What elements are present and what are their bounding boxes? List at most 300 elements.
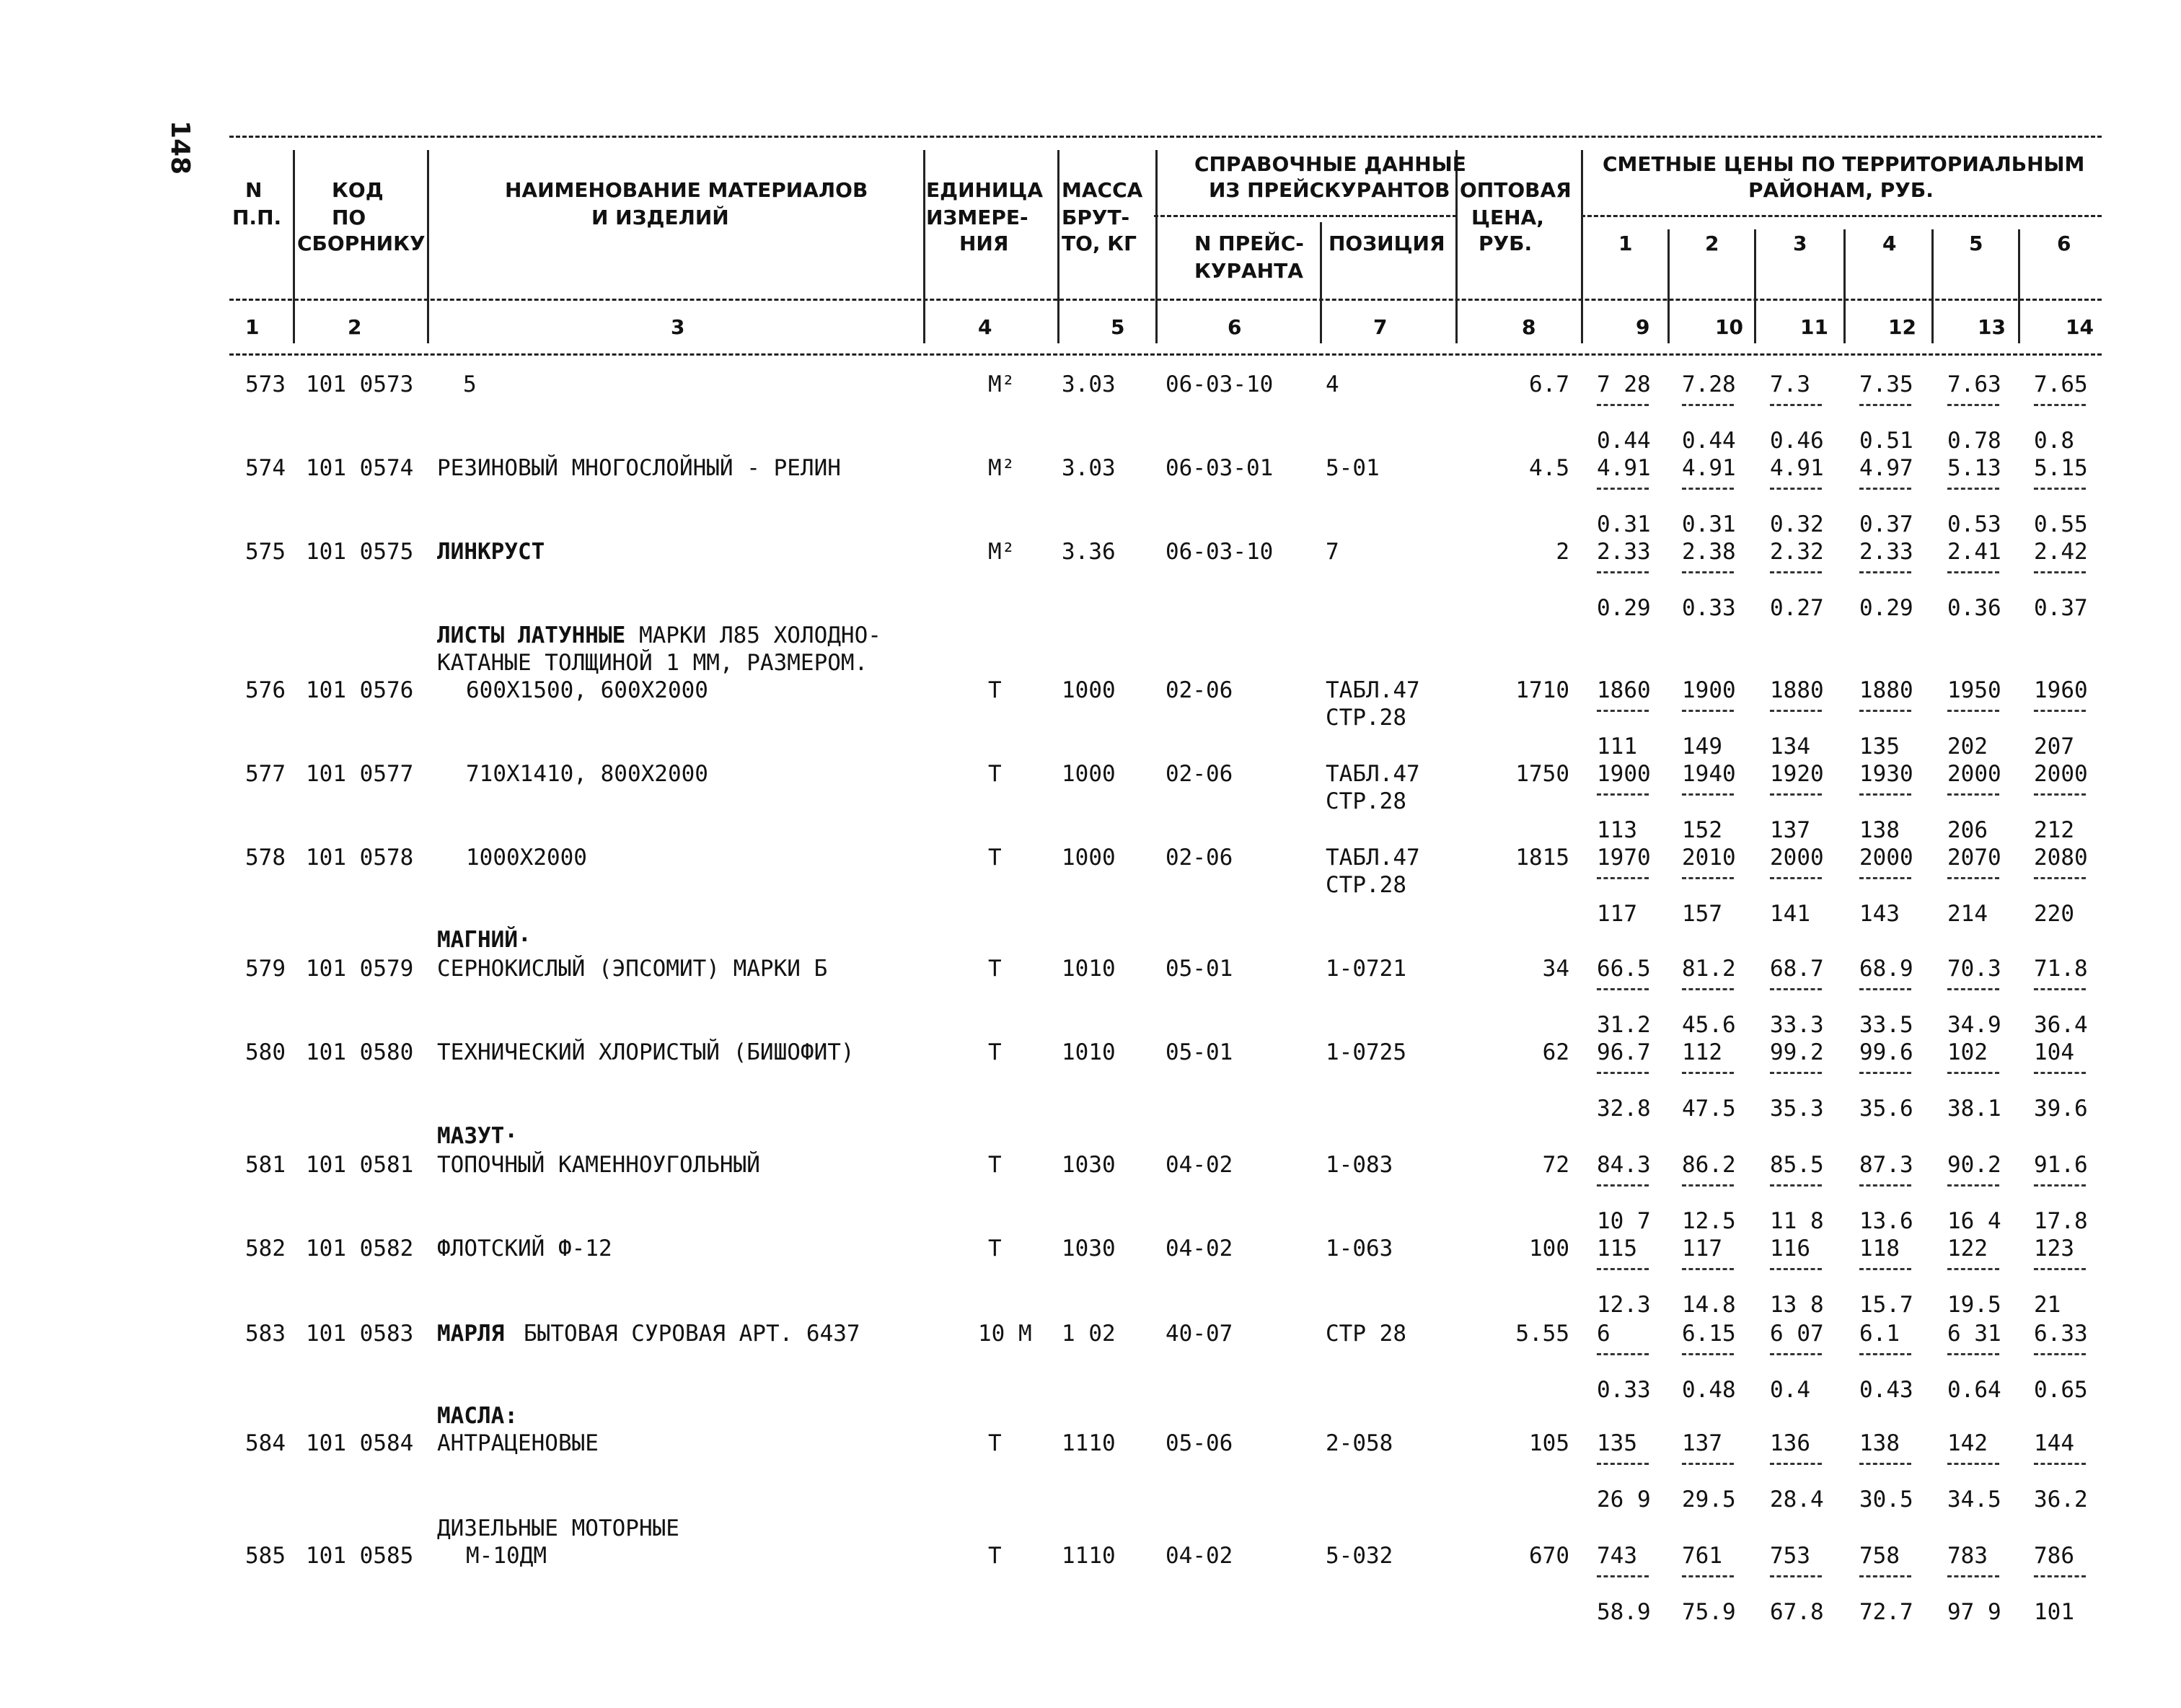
header-code-1: КОД	[332, 178, 384, 202]
estimate-current-region-3: 2000	[1770, 845, 1824, 871]
estimate-divider	[1859, 1463, 1911, 1465]
row-unit: Т	[988, 677, 1002, 703]
row-mass: 1030	[1062, 1152, 1116, 1178]
header-mid-rule-right	[1581, 215, 2102, 217]
estimate-current-region-3: 1920	[1770, 761, 1824, 787]
row-name: ТОПОЧНЫЙ КАМЕННОУГОЛЬНЫЙ	[437, 1152, 760, 1178]
row-wholesale-price: 1710	[1515, 677, 1569, 703]
estimate-base-region-4: 135	[1859, 734, 1900, 760]
row-mass: 1010	[1062, 1039, 1116, 1065]
estimate-current-region-6: 2080	[2034, 845, 2088, 871]
row-code: 101 0575	[306, 539, 414, 565]
estimate-current-region-2: 81.2	[1682, 956, 1736, 982]
estimate-base-region-5: 97 9	[1947, 1599, 2001, 1625]
estimate-divider	[2034, 877, 2086, 879]
estimate-base-region-2: 29.5	[1682, 1487, 1736, 1513]
row-number: 578	[245, 845, 286, 871]
page-number: 148	[165, 120, 195, 175]
estimate-divider	[2034, 1268, 2086, 1270]
col-sep	[1320, 222, 1322, 343]
estimate-divider	[1770, 488, 1822, 490]
estimate-divider	[2034, 488, 2086, 490]
estimate-base-region-1: 0.44	[1597, 428, 1651, 454]
estimate-current-region-3: 99.2	[1770, 1039, 1824, 1065]
estimate-current-region-2: 2010	[1682, 845, 1736, 871]
estimate-current-region-2: 7.28	[1682, 371, 1736, 397]
estimate-base-region-5: 19.5	[1947, 1292, 2001, 1318]
row-unit: Т	[988, 1430, 1002, 1456]
row-wholesale-price: 105	[1529, 1430, 1569, 1456]
estimate-divider	[1859, 793, 1911, 796]
estimate-current-region-3: 68.7	[1770, 956, 1824, 982]
header-region-2: 2	[1705, 232, 1719, 255]
colnum-3: 3	[671, 315, 685, 339]
estimate-divider	[2034, 404, 2086, 406]
row-name: 600Х1500, 600Х2000	[466, 677, 708, 703]
estimate-base-region-4: 0.51	[1859, 428, 1913, 454]
estimate-base-region-1: 32.8	[1597, 1096, 1651, 1122]
colnum-8: 8	[1522, 315, 1536, 339]
row-pricelist: 40-07	[1166, 1321, 1233, 1347]
estimate-divider	[1947, 488, 1999, 490]
row-number: 577	[245, 761, 286, 787]
row-position: 1-0725	[1326, 1039, 1406, 1065]
row-name: РЕЗИНОВЫЙ МНОГОСЛОЙНЫЙ - РЕЛИН	[437, 455, 841, 481]
estimate-base-region-3: 141	[1770, 901, 1810, 927]
colnum-13: 13	[1978, 315, 2006, 339]
estimate-current-region-3: 7.3	[1770, 371, 1810, 397]
estimate-divider	[1682, 1268, 1734, 1270]
estimate-current-region-5: 1950	[1947, 677, 2001, 703]
row-name: БЫТОВАЯ СУРОВАЯ АРТ. 6437	[524, 1321, 860, 1347]
numbers-bottom-rule	[229, 353, 2102, 356]
estimate-base-region-6: 207	[2034, 734, 2074, 760]
estimate-divider	[1947, 1463, 1999, 1465]
row-code: 101 0576	[306, 677, 414, 703]
row-number: 580	[245, 1039, 286, 1065]
group-mazut: МАЗУТ·	[437, 1123, 518, 1149]
row-position-2: СТР.28	[1326, 788, 1406, 814]
estimate-base-region-6: 36.2	[2034, 1487, 2088, 1513]
estimate-divider	[1682, 1184, 1734, 1187]
estimate-current-region-4: 758	[1859, 1543, 1900, 1569]
estimate-base-region-3: 33.3	[1770, 1012, 1824, 1038]
estimate-divider	[1597, 1575, 1649, 1577]
col-sep	[1057, 150, 1059, 343]
estimate-base-region-1: 117	[1597, 901, 1637, 927]
estimate-divider	[1682, 1575, 1734, 1577]
estimate-divider	[1947, 1184, 1999, 1187]
row-unit: Т	[988, 1543, 1002, 1569]
estimate-base-region-2: 0.33	[1682, 595, 1736, 621]
estimate-current-region-6: 1960	[2034, 677, 2088, 703]
row-code: 101 0583	[306, 1321, 414, 1347]
estimate-current-region-1: 84.3	[1597, 1152, 1651, 1178]
col-sep	[923, 150, 925, 343]
header-unit-3: НИЯ	[959, 232, 1009, 255]
row-name: ЛИНКРУСТ	[437, 539, 545, 565]
estimate-current-region-5: 102	[1947, 1039, 1988, 1065]
estimate-base-region-1: 12.3	[1597, 1292, 1651, 1318]
header-ref-1: СПРАВОЧНЫЕ ДАННЫЕ	[1194, 152, 1466, 176]
header-top-rule	[229, 136, 2102, 138]
estimate-base-region-6: 17.8	[2034, 1208, 2088, 1234]
estimate-current-region-1: 66.5	[1597, 956, 1651, 982]
group-oils: МАСЛА:	[437, 1403, 518, 1429]
estimate-base-region-4: 33.5	[1859, 1012, 1913, 1038]
col-sep	[1843, 229, 1846, 343]
estimate-current-region-5: 70.3	[1947, 956, 2001, 982]
estimate-divider	[1947, 1268, 1999, 1270]
header-region-1: 1	[1618, 232, 1633, 255]
estimate-current-region-4: 1930	[1859, 761, 1913, 787]
header-region-5: 5	[1969, 232, 1983, 255]
col-sep	[427, 150, 429, 343]
estimate-base-region-5: 0.53	[1947, 511, 2001, 537]
row-pricelist: 04-02	[1166, 1152, 1233, 1178]
estimate-divider	[1597, 488, 1649, 490]
estimate-divider	[1770, 1184, 1822, 1187]
col-sep	[1931, 229, 1934, 343]
row-pricelist: 06-03-10	[1166, 371, 1274, 397]
estimate-current-region-1: 115	[1597, 1236, 1637, 1262]
row-mass: 1110	[1062, 1430, 1116, 1456]
estimate-base-region-2: 157	[1682, 901, 1722, 927]
estimate-base-region-3: 11 8	[1770, 1208, 1824, 1234]
estimate-current-region-6: 786	[2034, 1543, 2074, 1569]
estimate-base-region-2: 14.8	[1682, 1292, 1736, 1318]
estimate-current-region-5: 783	[1947, 1543, 1988, 1569]
estimate-divider	[1770, 1463, 1822, 1465]
estimate-base-region-4: 35.6	[1859, 1096, 1913, 1122]
header-mass-3: ТО, КГ	[1062, 232, 1137, 255]
header-region-4: 4	[1882, 232, 1897, 255]
row-position: 5-01	[1326, 455, 1380, 481]
row-pricelist: 02-06	[1166, 761, 1233, 787]
estimate-current-region-2: 86.2	[1682, 1152, 1736, 1178]
row-mass: 3.03	[1062, 371, 1116, 397]
estimate-current-region-4: 1880	[1859, 677, 1913, 703]
estimate-current-region-1: 1970	[1597, 845, 1651, 871]
row-unit: М²	[988, 455, 1015, 481]
row-unit: М²	[988, 371, 1015, 397]
estimate-divider	[2034, 1184, 2086, 1187]
estimate-divider	[1859, 1268, 1911, 1270]
estimate-divider	[1947, 571, 1999, 573]
estimate-current-region-1: 1900	[1597, 761, 1651, 787]
group-magnesium: МАГНИЙ·	[437, 927, 532, 953]
estimate-divider	[1770, 1353, 1822, 1355]
estimate-current-region-2: 117	[1682, 1236, 1722, 1262]
estimate-base-region-3: 0.32	[1770, 511, 1824, 537]
header-name-1: НАИМЕНОВАНИЕ МАТЕРИАЛОВ	[505, 178, 868, 202]
estimate-divider	[1597, 1463, 1649, 1465]
col-sep	[1667, 229, 1670, 343]
estimate-divider	[1770, 571, 1822, 573]
estimate-base-region-2: 0.48	[1682, 1377, 1736, 1403]
estimate-base-region-1: 58.9	[1597, 1599, 1651, 1625]
estimate-divider	[1859, 404, 1911, 406]
estimate-current-region-2: 4.91	[1682, 455, 1736, 481]
estimate-divider	[1682, 988, 1734, 990]
estimate-base-region-4: 138	[1859, 817, 1900, 843]
estimate-divider	[2034, 793, 2086, 796]
estimate-current-region-6: 91.6	[2034, 1152, 2088, 1178]
estimate-current-region-6: 104	[2034, 1039, 2074, 1065]
estimate-current-region-4: 2.33	[1859, 539, 1913, 565]
row-wholesale-price: 1750	[1515, 761, 1569, 787]
colnum-11: 11	[1800, 315, 1828, 339]
estimate-current-region-3: 1880	[1770, 677, 1824, 703]
group-sheets-bold: ЛИСТЫ ЛАТУННЫЕ	[437, 622, 626, 648]
estimate-base-region-6: 0.37	[2034, 595, 2088, 621]
row-wholesale-price: 72	[1542, 1152, 1569, 1178]
colnum-2: 2	[348, 315, 362, 339]
estimate-base-region-5: 206	[1947, 817, 1988, 843]
row-wholesale-price: 62	[1542, 1039, 1569, 1065]
estimate-current-region-1: 4.91	[1597, 455, 1651, 481]
header-name-2: И ИЗДЕЛИЙ	[591, 206, 729, 229]
estimate-base-region-5: 202	[1947, 734, 1988, 760]
row-mass: 1 02	[1062, 1321, 1116, 1347]
header-code-3: СБОРНИКУ	[297, 232, 426, 255]
row-code: 101 0582	[306, 1236, 414, 1262]
estimate-current-region-5: 5.13	[1947, 455, 2001, 481]
row-unit: М²	[988, 539, 1015, 565]
estimate-base-region-3: 28.4	[1770, 1487, 1824, 1513]
row-unit: Т	[988, 761, 1002, 787]
estimate-current-region-5: 90.2	[1947, 1152, 2001, 1178]
row-name: 710Х1410, 800Х2000	[466, 761, 708, 787]
row-unit: Т	[988, 845, 1002, 871]
row-name: СЕРНОКИСЛЫЙ (ЭПСОМИТ) МАРКИ Б	[437, 956, 828, 982]
header-wholesale-3: РУБ.	[1479, 232, 1533, 255]
estimate-current-region-5: 2070	[1947, 845, 2001, 871]
header-code-2: ПО	[332, 206, 366, 229]
estimate-current-region-1: 6	[1597, 1321, 1611, 1347]
estimate-base-region-2: 47.5	[1682, 1096, 1736, 1122]
estimate-base-region-2: 0.31	[1682, 511, 1736, 537]
colnum-7: 7	[1373, 315, 1388, 339]
row-position-2: СТР.28	[1326, 872, 1406, 898]
row-mass: 1000	[1062, 677, 1116, 703]
colnum-12: 12	[1888, 315, 1916, 339]
estimate-current-region-2: 2.38	[1682, 539, 1736, 565]
row-number: 585	[245, 1543, 286, 1569]
estimate-divider	[1682, 1463, 1734, 1465]
estimate-base-region-6: 0.55	[2034, 511, 2088, 537]
estimate-base-region-5: 38.1	[1947, 1096, 2001, 1122]
estimate-divider	[2034, 1463, 2086, 1465]
colnum-4: 4	[978, 315, 992, 339]
estimate-current-region-6: 5.15	[2034, 455, 2088, 481]
estimate-current-region-1: 7 28	[1597, 371, 1651, 397]
row-name: М-10ДМ	[466, 1543, 547, 1569]
row-mass: 1000	[1062, 761, 1116, 787]
estimate-base-region-3: 137	[1770, 817, 1810, 843]
header-pricelist-1: N ПРЕЙС-	[1194, 232, 1304, 255]
estimate-divider	[1947, 1575, 1999, 1577]
estimate-current-region-5: 122	[1947, 1236, 1988, 1262]
estimate-current-region-4: 6.1	[1859, 1321, 1900, 1347]
estimate-divider	[1682, 877, 1734, 879]
estimate-divider	[1947, 1072, 1999, 1074]
header-ref-2: ИЗ ПРЕЙСКУРАНТОВ	[1209, 178, 1450, 202]
row-position: ТАБЛ.47	[1326, 845, 1420, 871]
estimate-divider	[1947, 710, 1999, 712]
colnum-9: 9	[1636, 315, 1650, 339]
estimate-divider	[1682, 710, 1734, 712]
estimate-current-region-6: 71.8	[2034, 956, 2088, 982]
colnum-1: 1	[245, 315, 260, 339]
row-number: 576	[245, 677, 286, 703]
estimate-current-region-3: 2.32	[1770, 539, 1824, 565]
estimate-divider	[1770, 1268, 1822, 1270]
estimate-base-region-3: 35.3	[1770, 1096, 1824, 1122]
estimate-base-region-6: 101	[2034, 1599, 2074, 1625]
estimate-base-region-6: 0.65	[2034, 1377, 2088, 1403]
row-unit: Т	[988, 1152, 1002, 1178]
estimate-base-region-5: 214	[1947, 901, 1988, 927]
row-code: 101 0584	[306, 1430, 414, 1456]
col-sep	[1155, 150, 1158, 343]
row-position: 5-032	[1326, 1543, 1393, 1569]
estimate-divider	[1682, 1353, 1734, 1355]
row-position: 2-058	[1326, 1430, 1393, 1456]
estimate-divider	[1770, 877, 1822, 879]
row-position-2: СТР.28	[1326, 705, 1406, 731]
row-name: ФЛОТСКИЙ Ф-12	[437, 1236, 612, 1262]
row-wholesale-price: 2	[1556, 539, 1569, 565]
estimate-current-region-4: 118	[1859, 1236, 1900, 1262]
estimate-base-region-4: 72.7	[1859, 1599, 1913, 1625]
estimate-base-region-1: 111	[1597, 734, 1637, 760]
estimate-base-region-5: 0.36	[1947, 595, 2001, 621]
row-pricelist: 05-01	[1166, 956, 1233, 982]
estimate-divider	[1947, 404, 1999, 406]
estimate-current-region-6: 6.33	[2034, 1321, 2088, 1347]
row-pricelist: 06-03-10	[1166, 539, 1274, 565]
estimate-divider	[1597, 571, 1649, 573]
estimate-divider	[1859, 710, 1911, 712]
row-name: 1000Х2000	[466, 845, 587, 871]
col-sep	[2018, 229, 2020, 343]
row-code: 101 0577	[306, 761, 414, 787]
estimate-base-region-4: 13.6	[1859, 1208, 1913, 1234]
estimate-base-region-1: 0.29	[1597, 595, 1651, 621]
estimate-current-region-2: 112	[1682, 1039, 1722, 1065]
row-wholesale-price: 6.7	[1529, 371, 1569, 397]
row-pricelist: 05-01	[1166, 1039, 1233, 1065]
estimate-current-region-6: 123	[2034, 1236, 2074, 1262]
estimate-base-region-5: 34.5	[1947, 1487, 2001, 1513]
row-code: 101 0580	[306, 1039, 414, 1065]
header-bottom-rule	[229, 299, 2102, 301]
row-mass: 1010	[1062, 956, 1116, 982]
header-wholesale-2: ЦЕНА,	[1471, 206, 1544, 229]
estimate-current-region-6: 7.65	[2034, 371, 2088, 397]
estimate-divider	[1770, 988, 1822, 990]
estimate-base-region-4: 15.7	[1859, 1292, 1913, 1318]
row-code: 101 0573	[306, 371, 414, 397]
row-name: АНТРАЦЕНОВЫЕ	[437, 1430, 599, 1456]
row-code: 101 0574	[306, 455, 414, 481]
header-position: ПОЗИЦИЯ	[1329, 232, 1445, 255]
estimate-base-region-6: 36.4	[2034, 1012, 2088, 1038]
header-wholesale-1: ОПТОВАЯ	[1460, 178, 1572, 202]
estimate-current-region-4: 4.97	[1859, 455, 1913, 481]
estimate-divider	[1682, 793, 1734, 796]
estimate-base-region-6: 21	[2034, 1292, 2061, 1318]
row-position: ТАБЛ.47	[1326, 677, 1420, 703]
header-region-6: 6	[2057, 232, 2071, 255]
estimate-divider	[2034, 1353, 2086, 1355]
group-sheets-line1	[437, 622, 881, 649]
estimate-base-region-2: 75.9	[1682, 1599, 1736, 1625]
estimate-current-region-6: 144	[2034, 1430, 2074, 1456]
estimate-divider	[1770, 404, 1822, 406]
estimate-base-region-6: 220	[2034, 901, 2074, 927]
estimate-base-region-1: 0.31	[1597, 511, 1651, 537]
header-np-2: П.П.	[232, 206, 282, 229]
estimate-base-region-6: 0.8	[2034, 428, 2074, 454]
row-name: ТЕХНИЧЕСКИЙ ХЛОРИСТЫЙ (БИШОФИТ)	[437, 1039, 855, 1065]
estimate-base-region-5: 34.9	[1947, 1012, 2001, 1038]
row-number: 573	[245, 371, 286, 397]
row-wholesale-price: 1815	[1515, 845, 1569, 871]
row-code: 101 0579	[306, 956, 414, 982]
estimate-current-region-1: 96.7	[1597, 1039, 1651, 1065]
estimate-current-region-1: 1860	[1597, 677, 1651, 703]
colnum-5: 5	[1111, 315, 1125, 339]
estimate-divider	[1859, 1353, 1911, 1355]
estimate-current-region-2: 761	[1682, 1543, 1722, 1569]
estimate-divider	[1859, 1184, 1911, 1187]
group-diesel: ДИЗЕЛЬНЫЕ МОТОРНЫЕ	[437, 1515, 679, 1541]
estimate-divider	[1597, 1353, 1649, 1355]
estimate-current-region-3: 753	[1770, 1543, 1810, 1569]
estimate-base-region-1: 26 9	[1597, 1487, 1651, 1513]
estimate-divider	[1859, 571, 1911, 573]
header-mass-2: БРУТ-	[1062, 206, 1130, 229]
estimate-divider	[2034, 1575, 2086, 1577]
row-mass: 1030	[1062, 1236, 1116, 1262]
row-wholesale-price: 670	[1529, 1543, 1569, 1569]
estimate-base-region-2: 0.44	[1682, 428, 1736, 454]
row-number: 579	[245, 956, 286, 982]
estimate-divider	[2034, 571, 2086, 573]
row-unit: Т	[988, 1039, 1002, 1065]
estimate-current-region-4: 99.6	[1859, 1039, 1913, 1065]
row-mass: 1000	[1062, 845, 1116, 871]
estimate-current-region-3: 4.91	[1770, 455, 1824, 481]
estimate-divider	[1770, 710, 1822, 712]
estimate-current-region-4: 87.3	[1859, 1152, 1913, 1178]
colnum-6: 6	[1228, 315, 1242, 339]
colnum-10: 10	[1715, 315, 1743, 339]
estimate-current-region-1: 135	[1597, 1430, 1637, 1456]
header-pricelist-2: КУРАНТА	[1194, 259, 1303, 283]
estimate-divider	[1859, 1072, 1911, 1074]
row-number: 584	[245, 1430, 286, 1456]
estimate-base-region-5: 0.64	[1947, 1377, 2001, 1403]
estimate-current-region-6: 2000	[2034, 761, 2088, 787]
row-pricelist: 02-06	[1166, 677, 1233, 703]
col-sep	[1581, 150, 1583, 343]
colnum-14: 14	[2066, 315, 2094, 339]
row-name: 5	[463, 371, 477, 397]
estimate-current-region-6: 2.42	[2034, 539, 2088, 565]
